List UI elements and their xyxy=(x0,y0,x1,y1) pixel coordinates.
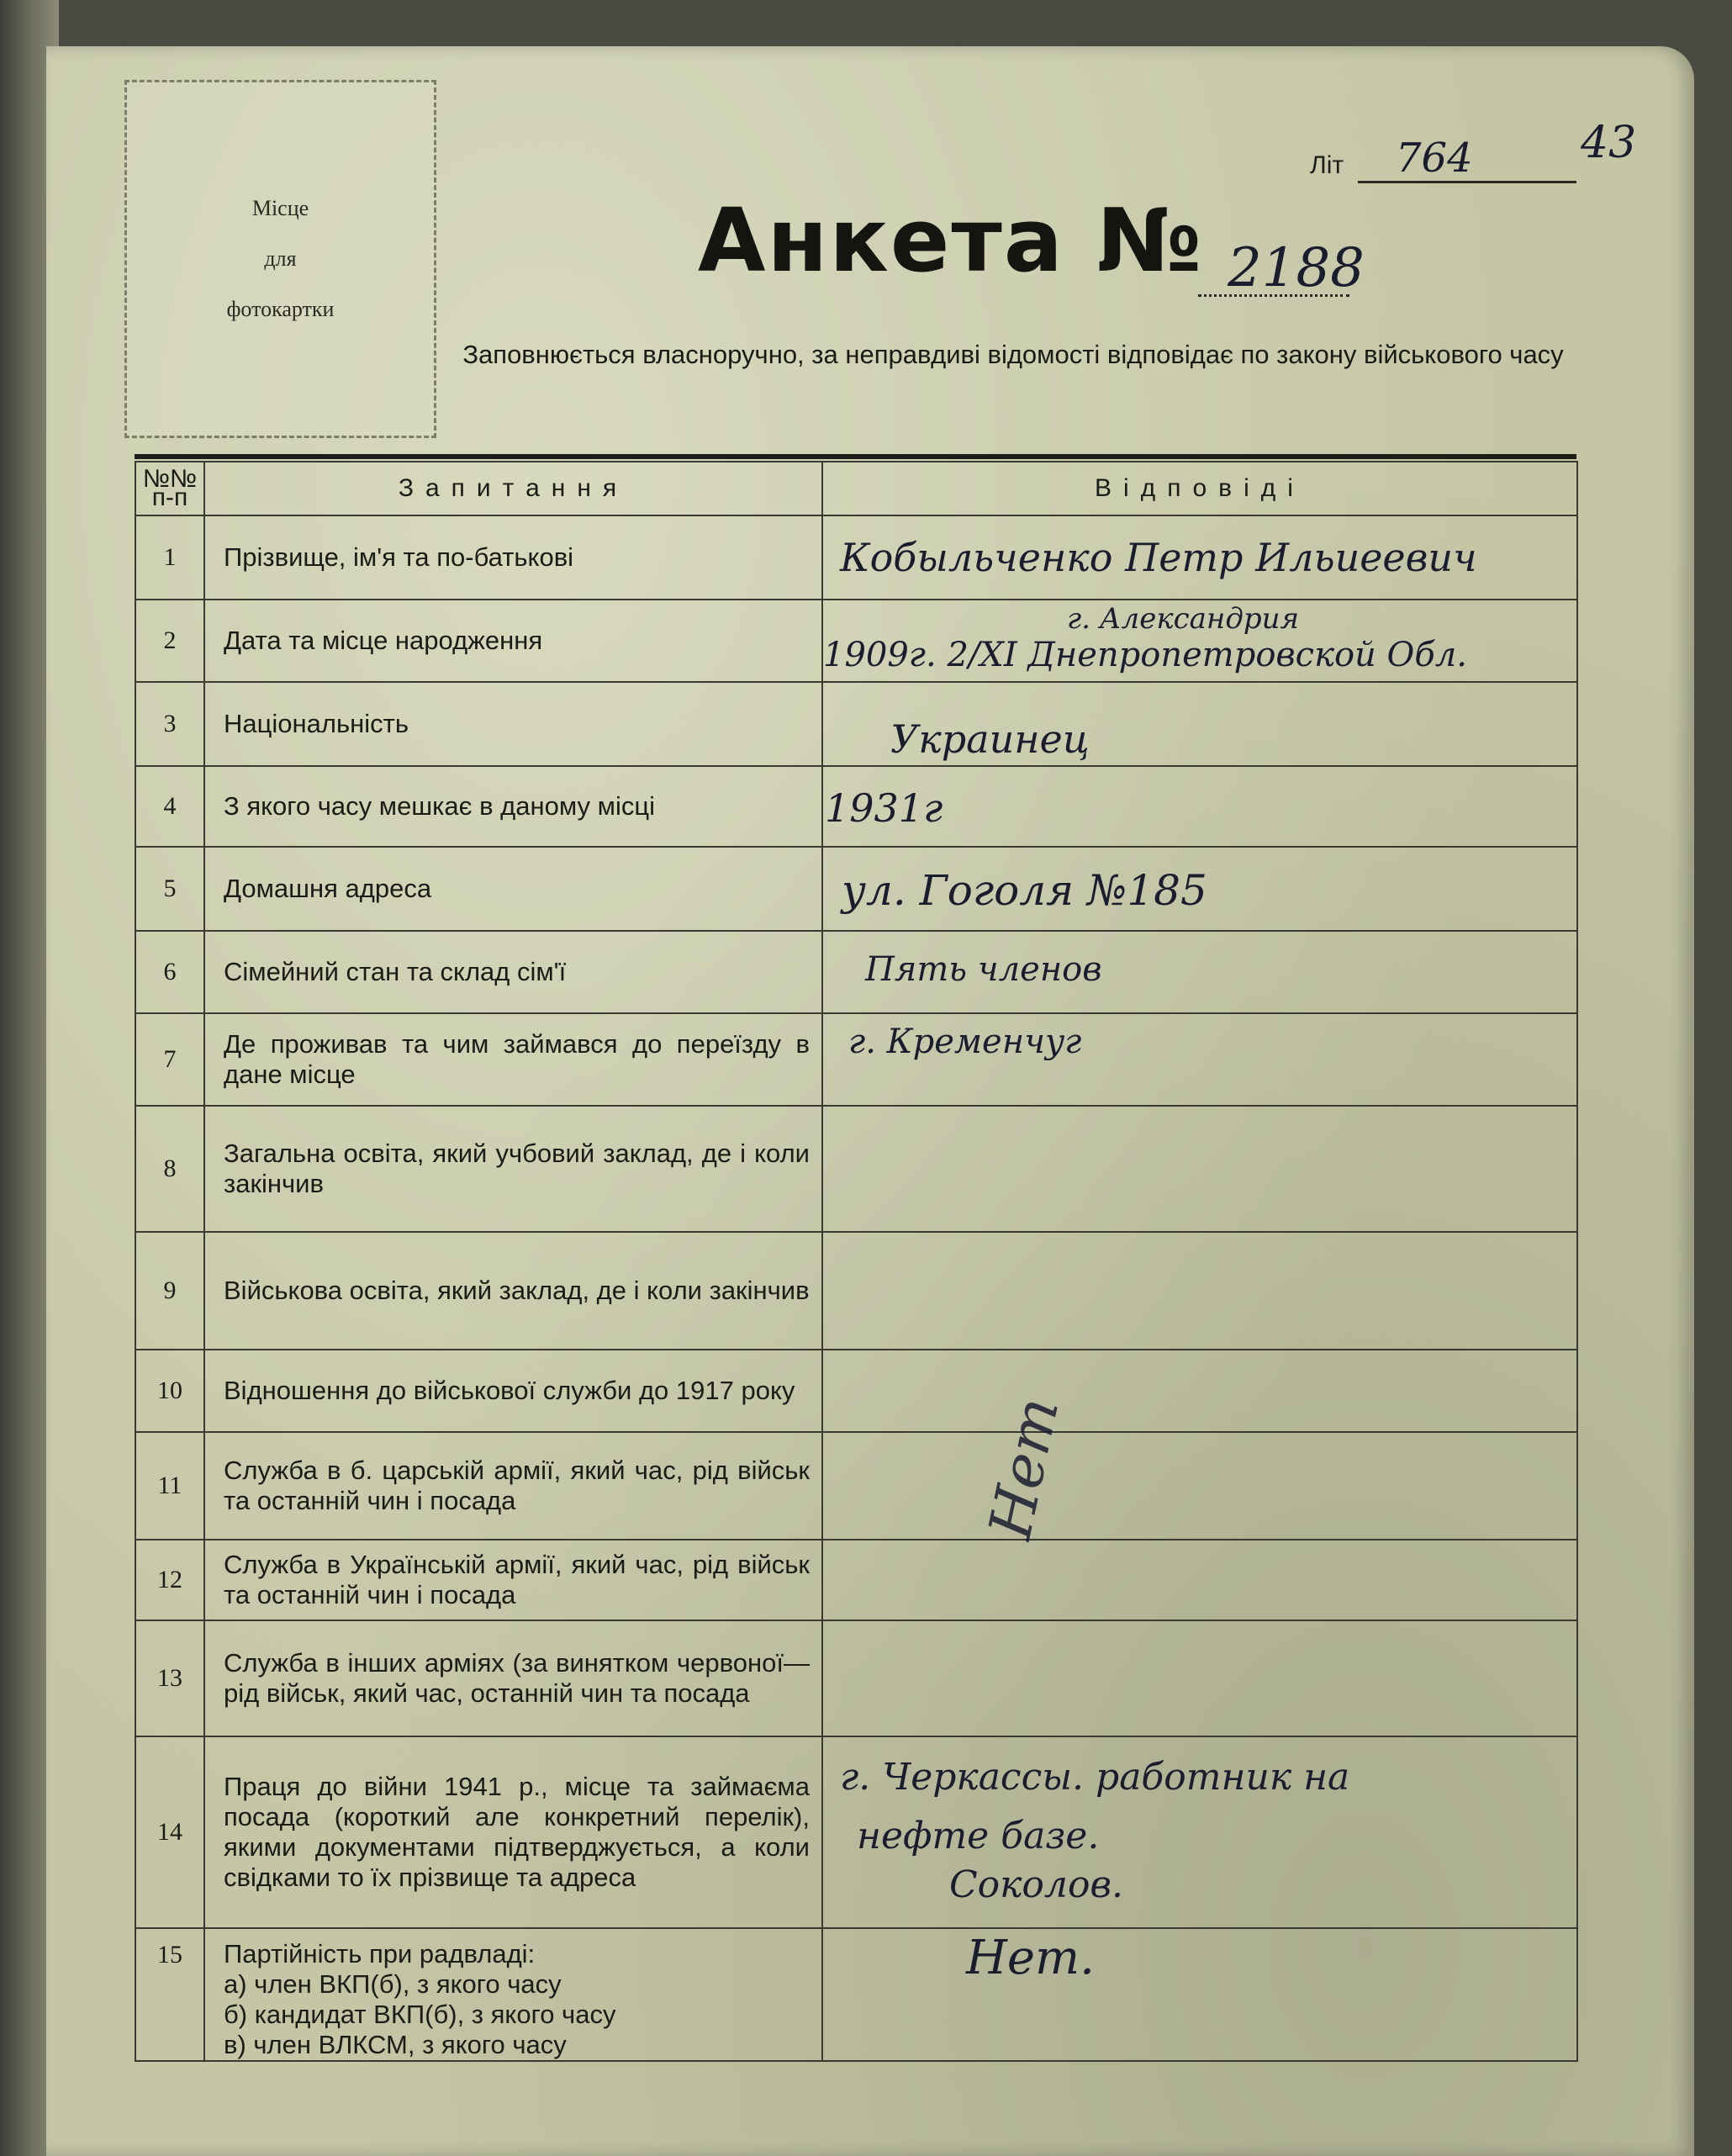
answer-text: Украинец xyxy=(890,716,1090,762)
table-row xyxy=(135,1928,1577,2061)
row-question: Домашня адреса xyxy=(204,847,822,931)
row-question xyxy=(204,1928,822,2061)
answer-text: 1931г xyxy=(825,785,943,831)
col-answer-header: Відповіді xyxy=(822,462,1577,515)
header-rule xyxy=(135,454,1576,459)
row-question: Прізвище, ім'я та по-батькові xyxy=(204,515,822,600)
table-row xyxy=(135,766,1577,847)
row-answer xyxy=(822,1106,1577,1232)
lit-label: Літ xyxy=(1310,151,1344,179)
row-answer xyxy=(822,1736,1577,1928)
form-number: 2188 xyxy=(1228,237,1365,299)
table-row xyxy=(135,1232,1577,1350)
row-number: 5 xyxy=(135,847,204,931)
answer-text: г. Александрия xyxy=(1067,602,1300,636)
table-row xyxy=(135,1106,1577,1232)
table-row xyxy=(135,1432,1577,1540)
row-answer xyxy=(822,600,1577,682)
party-line-4: в) член ВЛКСМ, з якого часу xyxy=(224,2030,567,2059)
row-number: 14 xyxy=(135,1736,204,1928)
row-question: Праця до війни 1941 р., місце та займаєма посада (короткий але конкретний перелік), якими документами підтверджується, а коли свідками то їх прізвище та адреса xyxy=(204,1736,822,1928)
handwritten-dash-mark: Нет xyxy=(975,1391,1073,1546)
answer-text: нефте базе. xyxy=(857,1815,1100,1857)
table-header-row xyxy=(135,462,1577,515)
answer-text: Соколов. xyxy=(949,1863,1124,1906)
photo-label-1: Місце xyxy=(251,196,309,220)
table-row xyxy=(135,847,1577,931)
answer-text: ул. Гоголя №185 xyxy=(842,866,1207,915)
table-row xyxy=(135,1350,1577,1432)
table-row xyxy=(135,1540,1577,1620)
row-question: Відношення до військової служби до 1917 року xyxy=(204,1350,822,1432)
row-number: 4 xyxy=(135,766,204,847)
answer-text: 1909г. 2/XI Днепропетровской Обл. xyxy=(823,636,1467,674)
row-number: 15 xyxy=(135,1928,204,2061)
form-subtitle: Заповнюється власноручно, за неправдиві відомості відповідає по закону військового часу xyxy=(462,340,1564,369)
row-question: Загальна освіта, який учбовий заклад, де і коли закінчив xyxy=(204,1106,822,1232)
table-row xyxy=(135,600,1577,682)
row-answer xyxy=(822,931,1577,1013)
row-number: 13 xyxy=(135,1620,204,1736)
party-line-1: Партійність при радвладі: xyxy=(224,1939,536,1968)
row-number: 8 xyxy=(135,1106,204,1232)
answer-text: Пять членов xyxy=(865,950,1102,989)
row-question: Служба в Українській армії, який час, рід військ та останній чин і посада xyxy=(204,1540,822,1620)
party-line-3: б) кандидат ВКП(б), з якого часу xyxy=(224,2000,616,2029)
answer-text: г. Кременчуг xyxy=(848,1023,1082,1061)
answer-text: Нет. xyxy=(966,1931,1095,1985)
row-answer xyxy=(822,1432,1577,1540)
row-answer xyxy=(822,766,1577,847)
row-number: 6 xyxy=(135,931,204,1013)
answer-text: Кобыльченко Петр Ильиеевич xyxy=(840,535,1477,580)
row-answer xyxy=(822,515,1577,600)
row-answer xyxy=(822,1540,1577,1620)
row-answer xyxy=(822,682,1577,766)
row-question: Служба в б. царській армії, який час, рід військ та останній чин і посада xyxy=(204,1432,822,1540)
photo-label-2: для xyxy=(264,246,297,271)
row-question: Сімейний стан та склад сім'ї xyxy=(204,931,822,1013)
row-question: З якого часу мешкає в даному місці xyxy=(204,766,822,847)
row-number: 9 xyxy=(135,1232,204,1350)
form-title: Анкета № xyxy=(698,189,1204,292)
photo-label-3: фотокартки xyxy=(226,297,335,321)
answer-text: г. Черкассы. работник на xyxy=(840,1756,1350,1799)
row-answer xyxy=(822,1350,1577,1432)
row-question: Дата та місце народження xyxy=(204,600,822,682)
col-question-header: Запитання xyxy=(204,462,822,515)
table-row xyxy=(135,931,1577,1013)
row-number: 12 xyxy=(135,1540,204,1620)
row-answer xyxy=(822,847,1577,931)
row-answer xyxy=(822,1232,1577,1350)
questionnaire-table xyxy=(135,461,1578,2062)
row-answer xyxy=(822,1013,1577,1106)
table-row xyxy=(135,1620,1577,1736)
row-number: 2 xyxy=(135,600,204,682)
row-number: 3 xyxy=(135,682,204,766)
row-question: Служба в інших арміях (за винятком червоної—рід військ, який час, останній чин та посада xyxy=(204,1620,822,1736)
row-number: 11 xyxy=(135,1432,204,1540)
row-number: 10 xyxy=(135,1350,204,1432)
table-row xyxy=(135,1736,1577,1928)
row-answer xyxy=(822,1620,1577,1736)
table-row xyxy=(135,1013,1577,1106)
party-line-2: а) член ВКП(б), з якого часу xyxy=(224,1969,562,1999)
table-row xyxy=(135,682,1577,766)
page-number: 43 xyxy=(1581,118,1637,168)
row-answer xyxy=(822,1928,1577,2061)
col-num-header: №№ п-п xyxy=(135,462,204,515)
row-question: Де проживав та чим займався до переїзду в дане місце xyxy=(204,1013,822,1106)
row-question: Національність xyxy=(204,682,822,766)
lit-value: 764 xyxy=(1396,135,1473,182)
row-question: Військова освіта, який заклад, де і коли закінчив xyxy=(204,1232,822,1350)
row-number: 1 xyxy=(135,515,204,600)
photo-placeholder xyxy=(124,80,436,438)
table-row xyxy=(135,515,1577,600)
row-number: 7 xyxy=(135,1013,204,1106)
